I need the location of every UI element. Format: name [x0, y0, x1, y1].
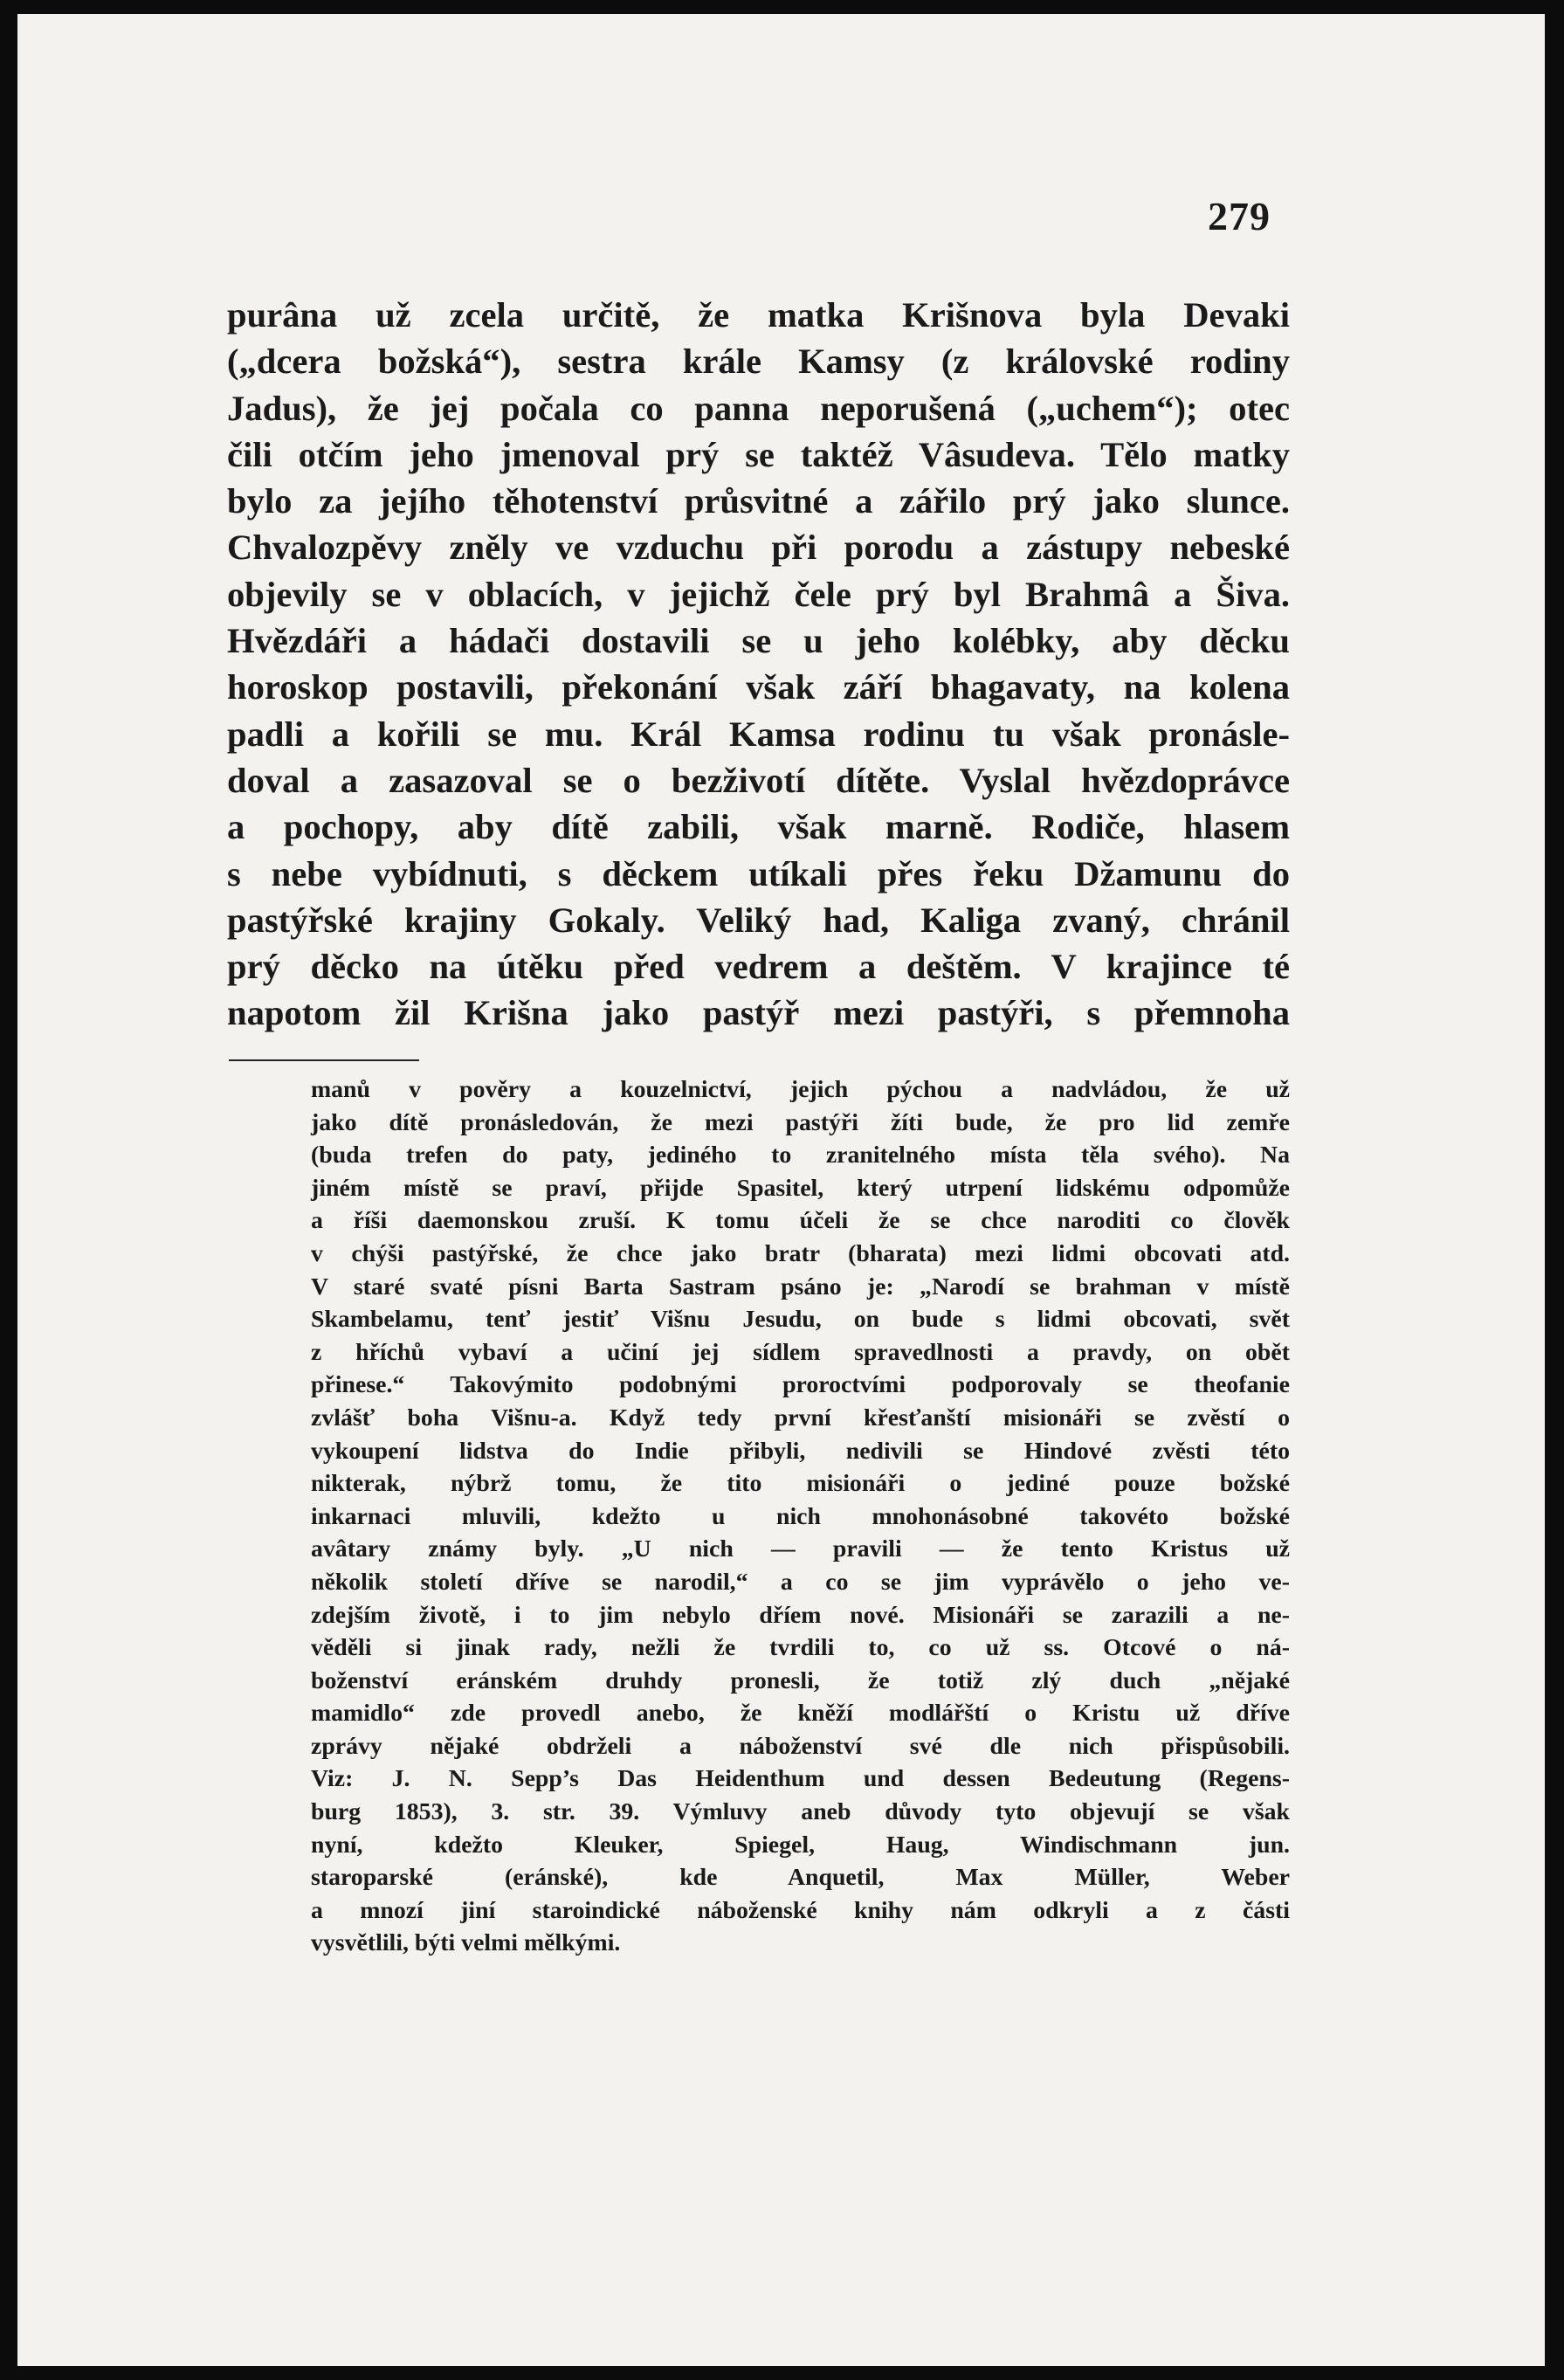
page-number: 279: [1208, 194, 1271, 238]
footnote-line: staroparské (eránské), kde Anquetil, Max Müller, Weber: [311, 1864, 1290, 1892]
footnote-line: několik století dříve se narodil,“ a co se jim vyprávělo o jeho ve-: [311, 1568, 1290, 1596]
footnote-line: a mnozí jiní staroindické náboženské knihy nám odkryli a z části: [311, 1896, 1290, 1924]
footnote-line: jako dítě pronásledován, že mezi pastýři žíti bude, že pro lid zemře: [311, 1108, 1290, 1136]
footnote-block: [311, 1073, 1290, 1960]
footnote-line: avâtary známy byly. „U nich — pravili — že tento Kristus už: [311, 1535, 1290, 1563]
footnote-line: inkarnaci mluvili, kdežto u nich mnohonásobné takovéto božské: [311, 1502, 1290, 1530]
footnote-line: nikterak, nýbrž tomu, že tito misionáři o jediné pouze božské: [311, 1470, 1290, 1498]
main-text-line: doval a zasazoval se o bezživotí dítěte. Vyslal hvězdoprávce: [227, 760, 1290, 800]
main-text-line: bylo za jejího těhotenství průsvitné a zářilo prý jako slunce.: [227, 481, 1290, 521]
footnote-line: vysvětlili, býti velmi mělkými.: [311, 1929, 621, 1957]
footnote-line: Skambelamu, tenť jestiť Višnu Jesudu, on bude s lidmi obcovati, svět: [311, 1306, 1290, 1334]
footnote-line: jiném místě se praví, přijde Spasitel, který utrpení lidskému odpomůže: [311, 1174, 1290, 1202]
main-text-line: čili otčím jeho jmenoval prý se taktéž Vâsudeva. Tělo matky: [227, 434, 1290, 474]
main-text-block: [227, 292, 1290, 1037]
footnote-line: zvlášť boha Višnu-a. Když tedy první křesťanští misionáři se zvěstí o: [311, 1404, 1290, 1431]
main-text-line: („dcera božská“), sestra krále Kamsy (z královské rodiny: [227, 341, 1290, 382]
footnote-separator-rule: [229, 1059, 419, 1061]
footnote-line: manů v pověry a kouzelnictví, jejich pýchou a nadvládou, že už: [311, 1076, 1290, 1103]
footnote-line: boženství eránském druhdy pronesli, že totiž zlý duch „nějaké: [311, 1666, 1290, 1694]
footnote-line: a říši daemonskou zruší. K tomu účeli že se chce naroditi co člověk: [311, 1207, 1290, 1235]
footnote-line: (buda trefen do paty, jediného to zranitelného místa těla svého). Na: [311, 1142, 1290, 1169]
main-text-line: s nebe vybídnuti, s děckem utíkali přes řeku Džamunu do: [227, 853, 1290, 893]
footnote-line: zdejším životě, i to jim nebylo dříem nové. Misionáři se zarazili a ne-: [311, 1601, 1290, 1629]
main-text-line: objevily se v oblacích, v jejichž čele prý byl Brahmâ a Šiva.: [227, 574, 1290, 614]
footnote-line: v chýši pastýřské, že chce jako bratr (bharata) mezi lidmi obcovati atd.: [311, 1239, 1290, 1267]
main-text-line: purâna už zcela určitě, že matka Krišnova byla Devaki: [227, 295, 1290, 335]
footnote-line: věděli si jinak rady, nežli že tvrdili to, co už ss. Otcové o ná-: [311, 1634, 1290, 1662]
footnote-line: zprávy nějaké obdrželi a náboženství své dle nich přispůsobili.: [311, 1732, 1290, 1760]
main-text-line: Hvězdáři a hádači dostavili se u jeho kolébky, aby děcku: [227, 621, 1290, 661]
main-text-line: pastýřské krajiny Gokaly. Veliký had, Kaliga zvaný, chránil: [227, 900, 1290, 940]
footnote-line: V staré svaté písni Barta Sastram psáno je: „Narodí se brahman v místě: [311, 1273, 1290, 1300]
main-text-line: horoskop postavili, překonání však září bhagavaty, na kolena: [227, 667, 1290, 707]
main-text-line: prý děcko na útěku před vedrem a deštěm. V krajince té: [227, 947, 1290, 987]
footnote-line: nyní, kdežto Kleuker, Spiegel, Haug, Windischmann jun.: [311, 1831, 1290, 1859]
footnote-line: z hříchů vybaví a učiní jej sídlem spravedlnosti a pravdy, on obět: [311, 1338, 1290, 1366]
main-text-line: napotom žil Krišna jako pastýř mezi pastýři, s přemnoha: [227, 993, 1290, 1033]
book-page: [17, 14, 1545, 2366]
footnote-line: Viz: J. N. Sepp’s Das Heidenthum und dessen Bedeutung (Regens-: [311, 1765, 1290, 1793]
footnote-line: mamidlo“ zde provedl anebo, že kněží modlářští o Kristu už dříve: [311, 1700, 1290, 1728]
main-text-line: a pochopy, aby dítě zabili, však marně. Rodiče, hlasem: [227, 807, 1290, 847]
main-text-line: Jadus), že jej počala co panna neporušená („uchem“); otec: [227, 388, 1290, 428]
main-text-line: padli a kořili se mu. Král Kamsa rodinu tu však pronásle-: [227, 714, 1290, 754]
footnote-line: burg 1853), 3. str. 39. Výmluvy aneb důvody tyto objevují se však: [311, 1798, 1290, 1826]
footnote-line: vykoupení lidstva do Indie přibyli, nedivili se Hindové zvěsti této: [311, 1437, 1290, 1465]
main-text-line: Chvalozpěvy zněly ve vzduchu při porodu a zástupy nebeské: [227, 528, 1290, 568]
footnote-line: přinese.“ Takovýmito podobnými proroctvími podporovaly se theofanie: [311, 1371, 1290, 1399]
